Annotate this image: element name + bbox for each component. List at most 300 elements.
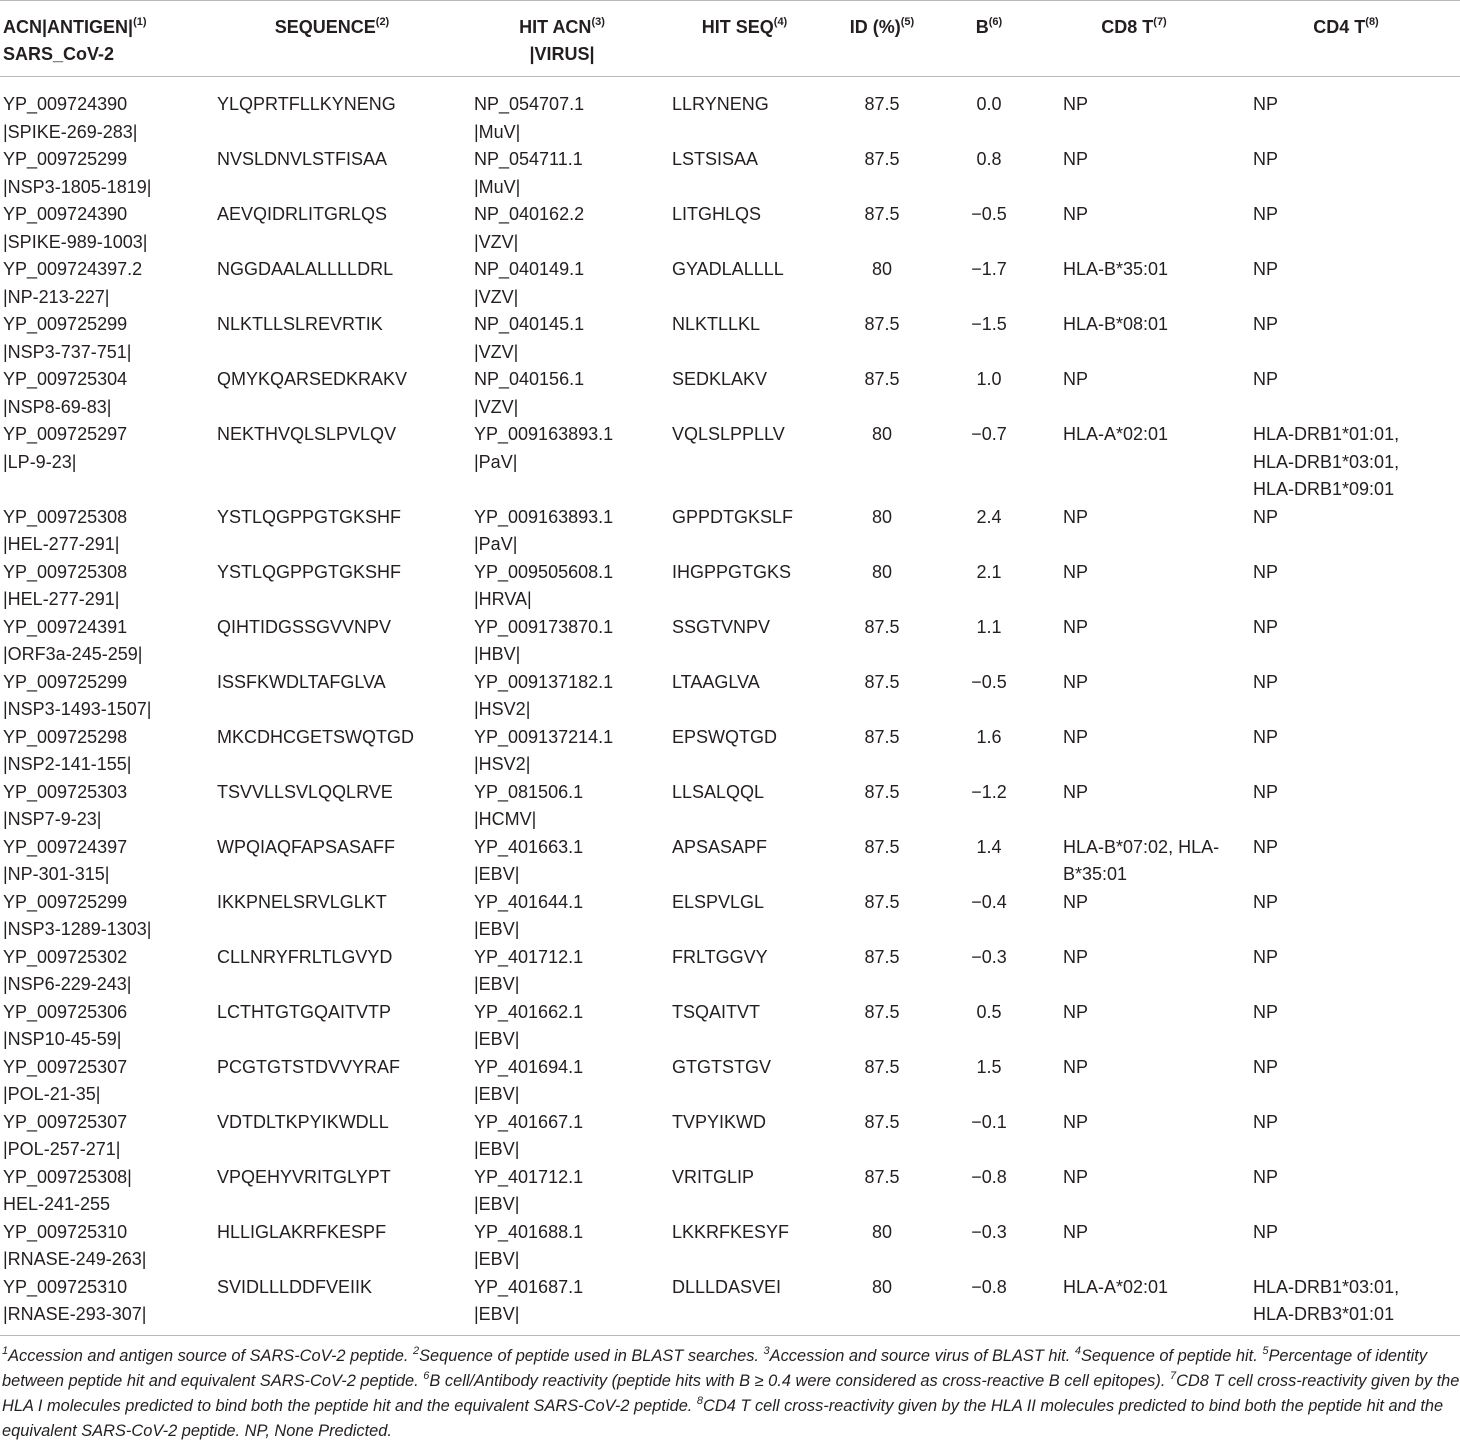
table-row bbox=[0, 999, 1460, 1054]
cell-b-value: −0.3 bbox=[971, 946, 1007, 967]
cell-acn-antigen-line: |NP-301-315| bbox=[3, 864, 110, 884]
footnote-marker: 6 bbox=[423, 1369, 430, 1382]
cell-cd8-t bbox=[1036, 421, 1232, 504]
cell-b-value: −1.7 bbox=[971, 259, 1007, 279]
cell-hit-seq: LSTSISAA bbox=[672, 149, 759, 169]
cell-cd4-t-line: NP bbox=[1253, 1221, 1279, 1242]
cell-id-percent: 87.5 bbox=[864, 1001, 900, 1022]
cell-sequence: LCTHTGTGQAITVTP bbox=[217, 1001, 392, 1022]
cell-cd4-t bbox=[1232, 779, 1460, 834]
cell-hit-acn bbox=[457, 944, 667, 999]
cell-acn-antigen-line: |NP-213-227| bbox=[3, 286, 110, 307]
cell-id-percent: 80 bbox=[871, 259, 893, 279]
footnote-marker: 1 bbox=[2, 1344, 9, 1357]
cell-hit-seq: TVPYIKWD bbox=[672, 1111, 767, 1132]
cell-acn-antigen-line: |HEL-277-291| bbox=[3, 534, 120, 554]
cell-cd8-t-line: NP bbox=[1063, 149, 1089, 169]
cell-b-value: 1.5 bbox=[976, 1056, 1002, 1077]
cell-acn-antigen bbox=[0, 146, 207, 201]
cell-hit-seq: LLRYNENG bbox=[672, 94, 769, 114]
cell-sequence: NVSLDNVLSTFISAA bbox=[217, 149, 388, 169]
cell-hit-seq: LLSALQQL bbox=[672, 781, 765, 802]
cell-hit-acn bbox=[457, 889, 667, 944]
cell-acn-antigen-line: YP_009725304 bbox=[3, 369, 128, 389]
cell-hit-seq: LITGHLQS bbox=[672, 204, 762, 224]
cell-cd4-t-line: HLA-DRB1*03:01, bbox=[1253, 1276, 1400, 1297]
cell-id-percent: 87.5 bbox=[864, 671, 900, 692]
cell-cd4-t-line: NP bbox=[1253, 891, 1279, 912]
cell-cd4-t-line: NP bbox=[1253, 369, 1279, 389]
header-hit-acn: HIT ACN$^{(3)}$ |VIRUS| bbox=[457, 1, 667, 77]
cell-b-value: 0.5 bbox=[976, 1001, 1002, 1022]
cell-id-percent: 87.5 bbox=[864, 781, 900, 802]
cell-hit-seq: FRLTGGVY bbox=[672, 946, 768, 967]
cell-hit-acn-line: YP_009163893.1 bbox=[474, 424, 614, 444]
cell-hit-acn-line: YP_401687.1 bbox=[474, 1276, 584, 1297]
cell-id-percent: 87.5 bbox=[864, 314, 900, 334]
cell-sequence: VPQEHYVRITGLYPT bbox=[217, 1166, 391, 1187]
header-cd8-t: CD8 $T^{(7)}$ bbox=[1036, 1, 1232, 77]
cell-hit-acn-line: YP_009173870.1 bbox=[474, 616, 614, 637]
cell-cd8-t bbox=[1036, 779, 1232, 834]
cell-cd4-t bbox=[1232, 724, 1460, 779]
table-row bbox=[0, 421, 1460, 504]
cell-hit-acn-line: |EBV| bbox=[474, 1194, 520, 1214]
cell-cd4-t bbox=[1232, 421, 1460, 504]
cell-id-percent: 80 bbox=[871, 506, 893, 527]
cell-hit-acn-line: |EBV| bbox=[474, 864, 520, 884]
cell-cd4-t bbox=[1232, 559, 1460, 614]
cell-hit-acn bbox=[457, 724, 667, 779]
cell-cd8-t bbox=[1036, 889, 1232, 944]
cell-hit-acn bbox=[457, 1274, 667, 1336]
cell-id-percent: 87.5 bbox=[864, 891, 900, 912]
table-row bbox=[0, 1274, 1460, 1336]
cell-acn-antigen-line: |RNASE-293-307| bbox=[3, 1304, 147, 1324]
table-row bbox=[0, 779, 1460, 834]
cell-sequence: NGGDAALALLLLDRL bbox=[217, 259, 394, 279]
cell-cd8-t bbox=[1036, 999, 1232, 1054]
table-row bbox=[0, 1054, 1460, 1109]
footnote-marker: 8 bbox=[696, 1394, 704, 1407]
cell-cd4-t bbox=[1232, 201, 1460, 256]
cell-acn-antigen-line: YP_009725298 bbox=[3, 726, 128, 747]
cell-acn-antigen-line: YP_009725307 bbox=[3, 1056, 128, 1077]
cell-hit-acn-line: |EBV| bbox=[474, 1029, 520, 1049]
cell-id-percent: 80 bbox=[871, 424, 893, 444]
footnote-text: Sequence of peptide used in BLAST searches. bbox=[419, 1347, 764, 1365]
cell-cd4-t bbox=[1232, 614, 1460, 669]
cell-acn-antigen-line: |POL-21-35| bbox=[3, 1084, 101, 1104]
cell-acn-antigen-line: |SPIKE-269-283| bbox=[3, 121, 138, 142]
cell-id-percent: 87.5 bbox=[864, 204, 900, 224]
cell-sequence: YLQPRTFLLKYNENG bbox=[217, 94, 396, 114]
cell-acn-antigen-line: |LP-9-23| bbox=[3, 451, 77, 472]
cell-hit-seq: SEDKLAKV bbox=[672, 369, 768, 389]
cell-cd4-t bbox=[1232, 669, 1460, 724]
cell-hit-seq: LTAAGLVA bbox=[672, 671, 760, 692]
cell-cd4-t bbox=[1232, 311, 1460, 366]
cell-acn-antigen-line: YP_009725310 bbox=[3, 1221, 128, 1242]
cell-acn-antigen-line: |ORF3a-245-259| bbox=[3, 644, 143, 664]
cell-acn-antigen bbox=[0, 1109, 207, 1164]
cell-hit-acn-line: |PaV| bbox=[474, 451, 518, 472]
cell-acn-antigen bbox=[0, 614, 207, 669]
cell-hit-acn-line: |EBV| bbox=[474, 1304, 520, 1324]
cell-cd4-t bbox=[1232, 77, 1460, 147]
cell-hit-acn-line: YP_401663.1 bbox=[474, 836, 584, 857]
cell-cd4-t-line: NP bbox=[1253, 836, 1279, 857]
cell-sequence: QIHTIDGSSGVVNPV bbox=[217, 616, 392, 637]
cell-cd4-t bbox=[1232, 1274, 1460, 1336]
cell-b-value: −0.7 bbox=[971, 424, 1007, 444]
cell-acn-antigen bbox=[0, 779, 207, 834]
cell-hit-acn-line: |HRVA| bbox=[474, 589, 532, 609]
cell-b-value: 2.1 bbox=[976, 561, 1002, 582]
cell-acn-antigen-line: YP_009725303 bbox=[3, 781, 128, 802]
cell-acn-antigen-line: YP_009724397.2 bbox=[3, 259, 143, 279]
cell-cd4-t bbox=[1232, 944, 1460, 999]
cell-hit-acn-line: |VZV| bbox=[474, 396, 519, 417]
cell-cd4-t-line: NP bbox=[1253, 726, 1279, 747]
cell-b-value: 0.0 bbox=[976, 94, 1002, 114]
table-row bbox=[0, 559, 1460, 614]
table-row bbox=[0, 77, 1460, 147]
table-row bbox=[0, 669, 1460, 724]
cell-hit-seq: APSASAPF bbox=[672, 836, 768, 857]
cell-b-value: 1.0 bbox=[976, 369, 1002, 389]
cell-id-percent: 87.5 bbox=[864, 946, 900, 967]
footnote-marker: 4 bbox=[1074, 1344, 1081, 1357]
cell-cd4-t bbox=[1232, 1054, 1460, 1109]
cell-id-percent: 87.5 bbox=[864, 836, 900, 857]
cell-hit-acn-line: NP_040149.1 bbox=[474, 259, 585, 279]
cell-id-percent: 87.5 bbox=[864, 1166, 900, 1187]
cell-hit-acn-line: |HBV| bbox=[474, 644, 521, 664]
cell-hit-seq: DLLLDASVEI bbox=[667, 1274, 822, 1336]
cell-hit-acn-line: |MuV| bbox=[474, 176, 521, 197]
table-row bbox=[0, 1219, 1460, 1274]
cell-acn-antigen bbox=[0, 77, 207, 147]
cell-cd8-t-line: NP bbox=[1063, 369, 1089, 389]
cell-cd4-t-line: NP bbox=[1253, 671, 1279, 692]
cell-cd4-t-line: NP bbox=[1253, 946, 1279, 967]
cell-cd4-t-line: NP bbox=[1253, 561, 1279, 582]
cell-sequence: NEKTHVQLSLPVLQV bbox=[217, 424, 397, 444]
cell-hit-acn bbox=[457, 834, 667, 889]
cell-acn-antigen bbox=[0, 834, 207, 889]
cell-cd8-t-line: NP bbox=[1063, 891, 1089, 912]
cell-hit-acn bbox=[457, 669, 667, 724]
cell-hit-acn bbox=[457, 1219, 667, 1274]
cell-id-percent: 87.5 bbox=[864, 94, 900, 114]
cell-acn-antigen-line: YP_009725308| bbox=[3, 1166, 132, 1187]
cell-hit-acn-line: YP_009137182.1 bbox=[474, 671, 614, 692]
cell-hit-acn-line: YP_401712.1 bbox=[474, 1166, 584, 1187]
cell-hit-acn-line: |EBV| bbox=[474, 1249, 520, 1269]
cell-cd8-t-line: HLA-B*07:02, HLA- bbox=[1063, 836, 1220, 857]
cell-hit-acn bbox=[457, 504, 667, 559]
table-row bbox=[0, 834, 1460, 889]
table-row bbox=[0, 1164, 1460, 1219]
cell-cd8-t bbox=[1036, 1164, 1232, 1219]
cell-b-value: −1.5 bbox=[971, 314, 1007, 334]
cell-cd8-t bbox=[1036, 724, 1232, 779]
cell-acn-antigen-line: |NSP7-9-23| bbox=[3, 809, 102, 829]
cell-acn-antigen bbox=[0, 889, 207, 944]
cell-hit-acn bbox=[457, 201, 667, 256]
cell-sequence: CLLNRYFRLTLGVYD bbox=[217, 946, 393, 967]
cell-cd8-t bbox=[1036, 614, 1232, 669]
cell-cd8-t-line: NP bbox=[1063, 1166, 1089, 1187]
footnote-marker: 5 bbox=[1262, 1344, 1269, 1357]
cell-acn-antigen-line: YP_009725310 bbox=[3, 1276, 128, 1297]
cell-b-value: −0.1 bbox=[971, 1111, 1007, 1132]
cell-cd4-t bbox=[1232, 366, 1460, 421]
cell-hit-acn-line: NP_054711.1 bbox=[474, 149, 583, 169]
cell-b-value: 1.1 bbox=[976, 616, 1002, 637]
cell-cd8-t-line: NP bbox=[1063, 94, 1089, 114]
cell-acn-antigen-line: YP_009725299 bbox=[3, 891, 128, 912]
cell-cd8-t-line: NP bbox=[1063, 1221, 1089, 1242]
cell-cd8-t bbox=[1036, 1219, 1232, 1274]
cell-cd8-t-line: HLA-A*02:01 bbox=[1063, 424, 1169, 444]
cell-hit-seq: NLKTLLKL bbox=[672, 314, 761, 334]
cell-hit-acn bbox=[457, 146, 667, 201]
cell-cd8-t-line: NP bbox=[1063, 1111, 1089, 1132]
cell-cd4-t-line: NP bbox=[1253, 781, 1279, 802]
cell-hit-acn bbox=[457, 421, 667, 504]
cell-sequence: YSTLQGPPGTGKSHF bbox=[217, 506, 402, 527]
cell-hit-acn bbox=[457, 999, 667, 1054]
cell-cd8-t bbox=[1036, 311, 1232, 366]
cell-cd4-t-line: HLA-DRB3*01:01 bbox=[1253, 1304, 1395, 1324]
cell-acn-antigen bbox=[0, 256, 207, 311]
cell-hit-acn-line: |VZV| bbox=[474, 231, 519, 252]
cell-id-percent: 80 bbox=[871, 1221, 893, 1242]
cell-acn-antigen bbox=[0, 1054, 207, 1109]
footnote-text: CD8 T cell cross-reactivity given by the HLA I molecules predicted to bind both the peptide hit and the equivalent SARS-CoV-2 peptide. bbox=[2, 1372, 1460, 1415]
cell-cd8-t bbox=[1036, 504, 1232, 559]
cell-hit-acn bbox=[457, 1109, 667, 1164]
cell-b-value: 1.6 bbox=[976, 726, 1002, 747]
cell-acn-antigen bbox=[0, 999, 207, 1054]
cell-acn-antigen-line: YP_009725307 bbox=[3, 1111, 128, 1132]
cell-cd4-t-line: NP bbox=[1253, 94, 1279, 114]
table-row bbox=[0, 366, 1460, 421]
cell-cd4-t-line: NP bbox=[1253, 1111, 1279, 1132]
cell-sequence: QMYKQARSEDKRAKV bbox=[217, 369, 408, 389]
cell-cd8-t bbox=[1036, 201, 1232, 256]
cell-hit-seq: EPSWQTGD bbox=[672, 726, 778, 747]
header-acn-antigen: $ACN|ANTIGEN|^{(1)}$ SARS_CoV-2 bbox=[0, 1, 207, 77]
cell-acn-antigen bbox=[0, 1274, 207, 1336]
cell-cd4-t bbox=[1232, 1164, 1460, 1219]
cell-hit-acn-line: YP_401694.1 bbox=[474, 1056, 584, 1077]
cell-id-percent: 80 bbox=[871, 561, 893, 582]
cell-acn-antigen bbox=[0, 421, 207, 504]
cell-id-percent: 87.5 bbox=[864, 726, 900, 747]
cell-hit-acn-line: NP_040162.2 bbox=[474, 204, 585, 224]
cell-acn-antigen-line: |NSP3-1493-1507| bbox=[3, 699, 152, 719]
table-row bbox=[0, 614, 1460, 669]
cell-hit-acn bbox=[457, 559, 667, 614]
cell-hit-acn-line: NP_040156.1 bbox=[474, 369, 585, 389]
cell-hit-acn-line: |EBV| bbox=[474, 1084, 520, 1104]
cell-hit-acn-line: YP_009137214.1 bbox=[474, 726, 614, 747]
cell-acn-antigen bbox=[0, 669, 207, 724]
cell-hit-seq: VRITGLIP bbox=[672, 1166, 755, 1187]
cell-cd4-t-line: NP bbox=[1253, 204, 1279, 224]
cell-acn-antigen-line: |RNASE-249-263| bbox=[3, 1249, 147, 1269]
cell-sequence: PCGTGTSTDVVYRAF bbox=[217, 1056, 401, 1077]
cell-hit-acn-line: |EBV| bbox=[474, 1139, 520, 1159]
cell-sequence: MKCDHCGETSWQTGD bbox=[217, 726, 414, 747]
cell-acn-antigen-line: |NSP6-229-243| bbox=[3, 974, 132, 994]
cell-hit-acn-line: YP_081506.1 bbox=[474, 781, 584, 802]
cell-sequence: VDTDLTKPYIKWDLL bbox=[217, 1111, 389, 1132]
cell-cd4-t-line: HLA-DRB1*09:01 bbox=[1253, 479, 1395, 499]
cell-cd8-t-line: NP bbox=[1063, 561, 1089, 582]
table-row bbox=[0, 724, 1460, 779]
table-row bbox=[0, 311, 1460, 366]
header-hit-seq: HIT SEQ$^{(4)}$ bbox=[667, 1, 822, 77]
cell-acn-antigen bbox=[0, 559, 207, 614]
cell-acn-antigen-line: YP_009725299 bbox=[3, 671, 128, 692]
cell-acn-antigen-line: YP_009725299 bbox=[3, 314, 128, 334]
table-row bbox=[0, 1109, 1460, 1164]
cell-cd8-t-line: HLA-B*35:01 bbox=[1063, 259, 1169, 279]
cell-acn-antigen bbox=[0, 311, 207, 366]
cell-acn-antigen bbox=[0, 1164, 207, 1219]
cell-hit-acn-line: |PaV| bbox=[474, 534, 518, 554]
cell-hit-seq: LKKRFKESYF bbox=[672, 1221, 790, 1242]
cell-hit-acn-line: YP_401644.1 bbox=[474, 891, 584, 912]
cell-acn-antigen-line: HEL-241-255 bbox=[3, 1194, 111, 1214]
cell-acn-antigen bbox=[0, 1219, 207, 1274]
table-row bbox=[0, 201, 1460, 256]
cell-cd8-t-line: NP bbox=[1063, 946, 1089, 967]
cell-hit-acn bbox=[457, 256, 667, 311]
header-id-percent: ID (%)$^{(5)}$ bbox=[822, 1, 942, 77]
cell-hit-acn-line: YP_401667.1 bbox=[474, 1111, 584, 1132]
cell-hit-acn-line: YP_401662.1 bbox=[474, 1001, 584, 1022]
cell-cd4-t-line: NP bbox=[1253, 1166, 1279, 1187]
cell-sequence: WPQIAQFAPSASAFF bbox=[217, 836, 396, 857]
cell-acn-antigen-line: |POL-257-271| bbox=[3, 1139, 121, 1159]
cell-b-value: −0.8 bbox=[942, 1274, 1036, 1336]
cell-cd4-t-line: HLA-DRB1*03:01, bbox=[1253, 451, 1400, 472]
cell-cd4-t bbox=[1232, 999, 1460, 1054]
cell-acn-antigen-line: YP_009725302 bbox=[3, 946, 128, 967]
cell-b-value: −0.4 bbox=[971, 891, 1007, 912]
cell-hit-acn-line: YP_401688.1 bbox=[474, 1221, 584, 1242]
cell-b-value: −0.5 bbox=[971, 671, 1007, 692]
cell-sequence: AEVQIDRLITGRLQS bbox=[217, 204, 388, 224]
cell-hit-seq: VQLSLPPLLV bbox=[672, 424, 785, 444]
table-row bbox=[0, 256, 1460, 311]
cell-sequence: HLLIGLAKRFKESPF bbox=[217, 1221, 387, 1242]
footnote-text: Sequence of peptide hit. bbox=[1080, 1347, 1263, 1365]
cell-acn-antigen-line: YP_009724397 bbox=[3, 836, 128, 857]
cell-acn-antigen bbox=[0, 504, 207, 559]
cell-cd8-t-line: B*35:01 bbox=[1063, 864, 1128, 884]
cell-cd8-t-line: HLA-A*02:01 bbox=[1063, 1276, 1169, 1297]
cell-cd4-t-line: NP bbox=[1253, 314, 1279, 334]
cell-cd4-t-line: NP bbox=[1253, 506, 1279, 527]
cell-hit-acn-line: |EBV| bbox=[474, 974, 520, 994]
footnote-marker: 3 bbox=[763, 1344, 770, 1357]
cell-cd4-t-line: NP bbox=[1253, 1056, 1279, 1077]
cell-cd8-t bbox=[1036, 669, 1232, 724]
cell-cd8-t-line: HLA-B*08:01 bbox=[1063, 314, 1169, 334]
cell-acn-antigen-line: |NSP2-141-155| bbox=[3, 754, 132, 774]
cell-acn-antigen-line: YP_009724390 bbox=[3, 204, 128, 224]
cell-hit-acn bbox=[457, 779, 667, 834]
cell-cd8-t-line: NP bbox=[1063, 781, 1089, 802]
cell-sequence: IKKPNELSRVLGLKT bbox=[217, 891, 387, 912]
footnote-text: CD4 T cell cross-reactivity given by the HLA II molecules predicted to bind both the peptide hit and the equivalent SARS-CoV-2 peptide. NP, None Predicted. bbox=[2, 1397, 1444, 1440]
table-row bbox=[0, 889, 1460, 944]
cell-b-value: 0.8 bbox=[976, 149, 1002, 169]
cell-cd8-t bbox=[1036, 1109, 1232, 1164]
cell-acn-antigen-line: YP_009725297 bbox=[3, 424, 128, 444]
footnote-marker: 2 bbox=[412, 1344, 420, 1357]
cell-hit-seq: ELSPVLGL bbox=[672, 891, 765, 912]
header-b-cell: $B^{(6)}$ bbox=[942, 1, 1036, 77]
cell-hit-acn-line: |HSV2| bbox=[474, 754, 531, 774]
cell-cd4-t-line: NP bbox=[1253, 149, 1279, 169]
cell-acn-antigen-line: |NSP10-45-59| bbox=[3, 1029, 122, 1049]
cell-cd8-t bbox=[1036, 256, 1232, 311]
cell-hit-acn-line: |EBV| bbox=[474, 919, 520, 939]
cell-cd4-t bbox=[1232, 1109, 1460, 1164]
cell-hit-acn bbox=[457, 311, 667, 366]
cell-cd8-t-line: NP bbox=[1063, 204, 1089, 224]
cell-acn-antigen-line: |NSP8-69-83| bbox=[3, 396, 112, 417]
cell-sequence: ISSFKWDLTAFGLVA bbox=[217, 671, 386, 692]
table-row bbox=[0, 146, 1460, 201]
footnote-text: Accession and antigen source of SARS-CoV-2 peptide. bbox=[8, 1347, 413, 1365]
cell-cd4-t bbox=[1232, 834, 1460, 889]
table-body bbox=[0, 77, 1460, 1336]
cell-sequence: NLKTLLSLREVRTIK bbox=[217, 314, 383, 334]
cell-cd8-t bbox=[1036, 944, 1232, 999]
cell-cd8-t-line: NP bbox=[1063, 726, 1089, 747]
cell-cd8-t bbox=[1036, 146, 1232, 201]
table-row bbox=[0, 944, 1460, 999]
cell-cd8-t-line: NP bbox=[1063, 671, 1089, 692]
cell-hit-acn-line: |HSV2| bbox=[474, 699, 531, 719]
cell-cd8-t bbox=[1036, 77, 1232, 147]
cell-acn-antigen-line: |NSP3-737-751| bbox=[3, 341, 132, 362]
cell-acn-antigen-line: |HEL-277-291| bbox=[3, 589, 120, 609]
cell-acn-antigen bbox=[0, 201, 207, 256]
cell-hit-seq: TSQAITVT bbox=[672, 1001, 761, 1022]
cell-id-percent: 87.5 bbox=[864, 149, 900, 169]
cell-cd8-t bbox=[1036, 1054, 1232, 1109]
cell-id-percent: 87.5 bbox=[864, 616, 900, 637]
cell-cd8-t bbox=[1036, 559, 1232, 614]
cell-hit-acn-line: |VZV| bbox=[474, 341, 519, 362]
cell-hit-acn bbox=[457, 77, 667, 147]
cell-cd8-t-line: NP bbox=[1063, 1001, 1089, 1022]
cell-b-value: −0.5 bbox=[971, 204, 1007, 224]
cell-acn-antigen bbox=[0, 366, 207, 421]
header-row bbox=[0, 1, 1460, 77]
cell-cd4-t-line: NP bbox=[1253, 259, 1279, 279]
cell-id-percent: 87.5 bbox=[864, 1056, 900, 1077]
